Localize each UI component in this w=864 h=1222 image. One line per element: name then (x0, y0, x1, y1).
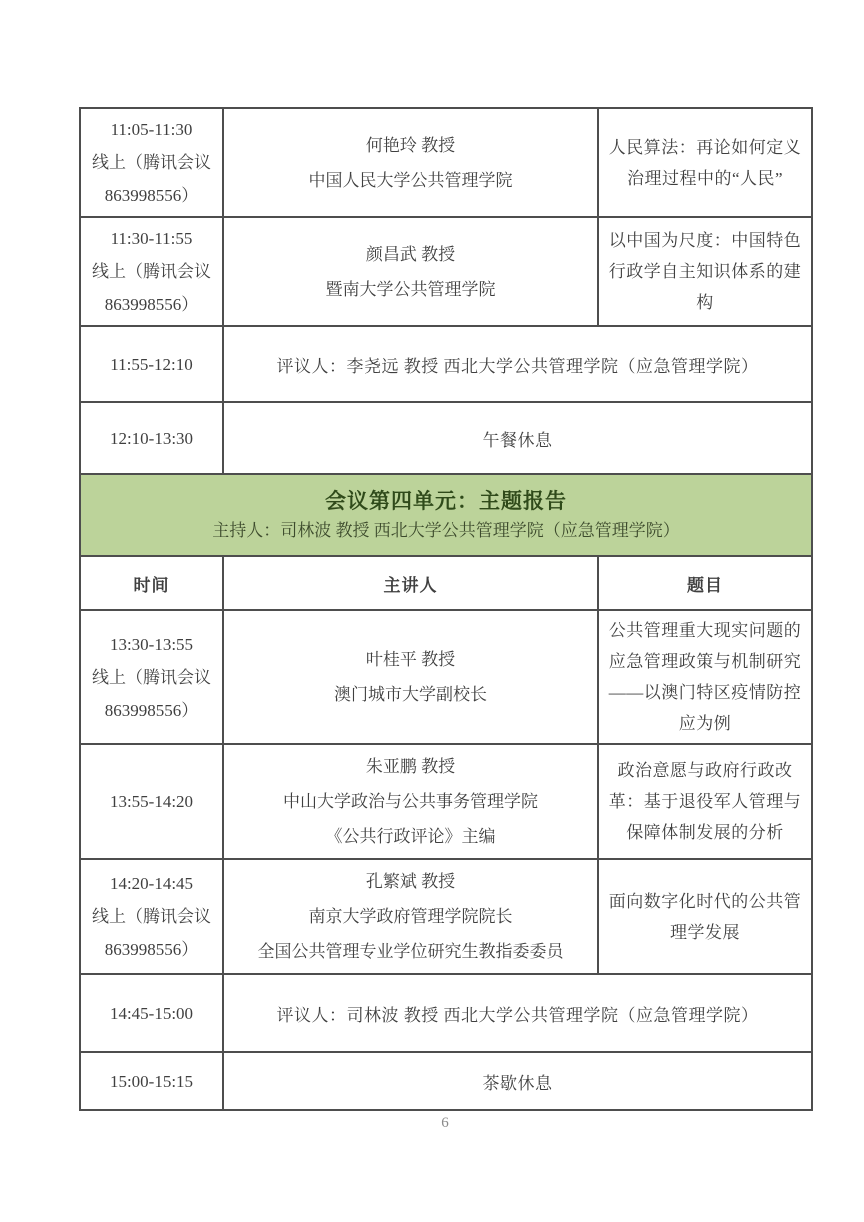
time-line: 863998556） (104, 186, 199, 205)
time-line: 15:00-15:15 (109, 1071, 194, 1091)
column-header-time: 时间 (80, 556, 223, 610)
topic-cell: 面向数字化时代的公共管理学发展 (598, 859, 812, 974)
table-row (80, 859, 812, 974)
table-row (80, 974, 812, 1052)
column-header-topic: 题目 (598, 556, 812, 610)
time-cell (80, 974, 223, 1052)
topic-cell: 政治意愿与政府行政改革：基于退役军人管理与保障体制发展的分析 (598, 744, 812, 859)
time-cell (80, 859, 223, 974)
time-line: 13:30-13:55 (109, 634, 194, 654)
speaker-name: 孔繁斌 教授 (365, 872, 456, 891)
topic-cell: 以中国为尺度：中国特色行政学自主知识体系的建构 (598, 217, 812, 326)
table-row (80, 402, 812, 474)
speaker-cell (223, 108, 598, 217)
time-line: 11:30-11:55 (110, 229, 193, 248)
table-row (80, 217, 812, 326)
speaker-affiliation: 中山大学政治与公共事务管理学院 (283, 792, 538, 811)
time-line: 863998556） (104, 700, 199, 720)
time-cell (80, 610, 223, 744)
table-row (80, 1052, 812, 1110)
section-title: 会议第四单元：主题报告 (325, 489, 567, 513)
time-line: 线上（腾讯会议 (92, 262, 211, 281)
speaker-role: 《公共行政评论》主编 (325, 827, 496, 846)
speaker-cell (223, 859, 598, 974)
time-line: 11:55-12:10 (110, 354, 193, 374)
table-row (80, 326, 812, 402)
time-line: 线上（腾讯会议 (92, 907, 211, 926)
page-number: 6 (441, 1115, 449, 1131)
time-cell (80, 1052, 223, 1110)
section-band (80, 474, 812, 556)
section-band-row (80, 474, 812, 556)
speaker-affiliation: 澳门城市大学副校长 (334, 685, 487, 704)
table-row (80, 610, 812, 744)
speaker-affiliation: 中国人民大学公共管理学院 (308, 170, 513, 190)
column-header-row (80, 556, 812, 610)
time-cell (80, 326, 223, 402)
speaker-affiliation: 暨南大学公共管理学院 (325, 279, 496, 299)
speaker-cell (223, 610, 598, 744)
speaker-name: 朱亚鹏 教授 (365, 757, 456, 776)
speaker-cell (223, 217, 598, 326)
discussant-cell: 评议人：司林波 教授 西北大学公共管理学院（应急管理学院） (223, 974, 812, 1052)
time-line: 14:20-14:45 (109, 874, 194, 893)
speaker-affiliation: 南京大学政府管理学院院长 (308, 907, 513, 926)
time-line: 线上（腾讯会议 (92, 667, 211, 687)
section-host: 主持人：司林波 教授 西北大学公共管理学院（应急管理学院） (212, 521, 680, 540)
table-row (80, 744, 812, 859)
time-line: 线上（腾讯会议 (92, 153, 211, 172)
time-cell (80, 217, 223, 326)
time-line: 12:10-13:30 (109, 428, 194, 448)
topic-cell: 人民算法：再论如何定义治理过程中的“人民” (598, 108, 812, 217)
speaker-name: 叶桂平 教授 (365, 650, 456, 669)
discussant-cell: 评议人：李尧远 教授 西北大学公共管理学院（应急管理学院） (223, 326, 812, 402)
lunch-break-cell: 午餐休息 (223, 402, 812, 474)
time-cell (80, 402, 223, 474)
column-header-speaker: 主讲人 (223, 556, 598, 610)
speaker-name: 颜昌武 教授 (365, 244, 456, 264)
time-line: 863998556） (104, 295, 199, 314)
speaker-cell (223, 744, 598, 859)
time-line: 13:55-14:20 (109, 792, 194, 811)
speaker-role: 全国公共管理专业学位研究生教指委委员 (257, 942, 564, 961)
table-row (80, 108, 812, 217)
time-cell (80, 108, 223, 217)
topic-cell: 公共管理重大现实问题的应急管理政策与机制研究——以澳门特区疫情防控应为例 (598, 610, 812, 744)
speaker-name: 何艳玲 教授 (365, 135, 456, 155)
time-cell (80, 744, 223, 859)
conference-agenda-table (79, 107, 813, 1111)
time-line: 14:45-15:00 (109, 1003, 194, 1023)
time-line: 863998556） (104, 940, 199, 959)
time-line: 11:05-11:30 (110, 120, 193, 139)
tea-break-cell: 茶歇休息 (223, 1052, 812, 1110)
